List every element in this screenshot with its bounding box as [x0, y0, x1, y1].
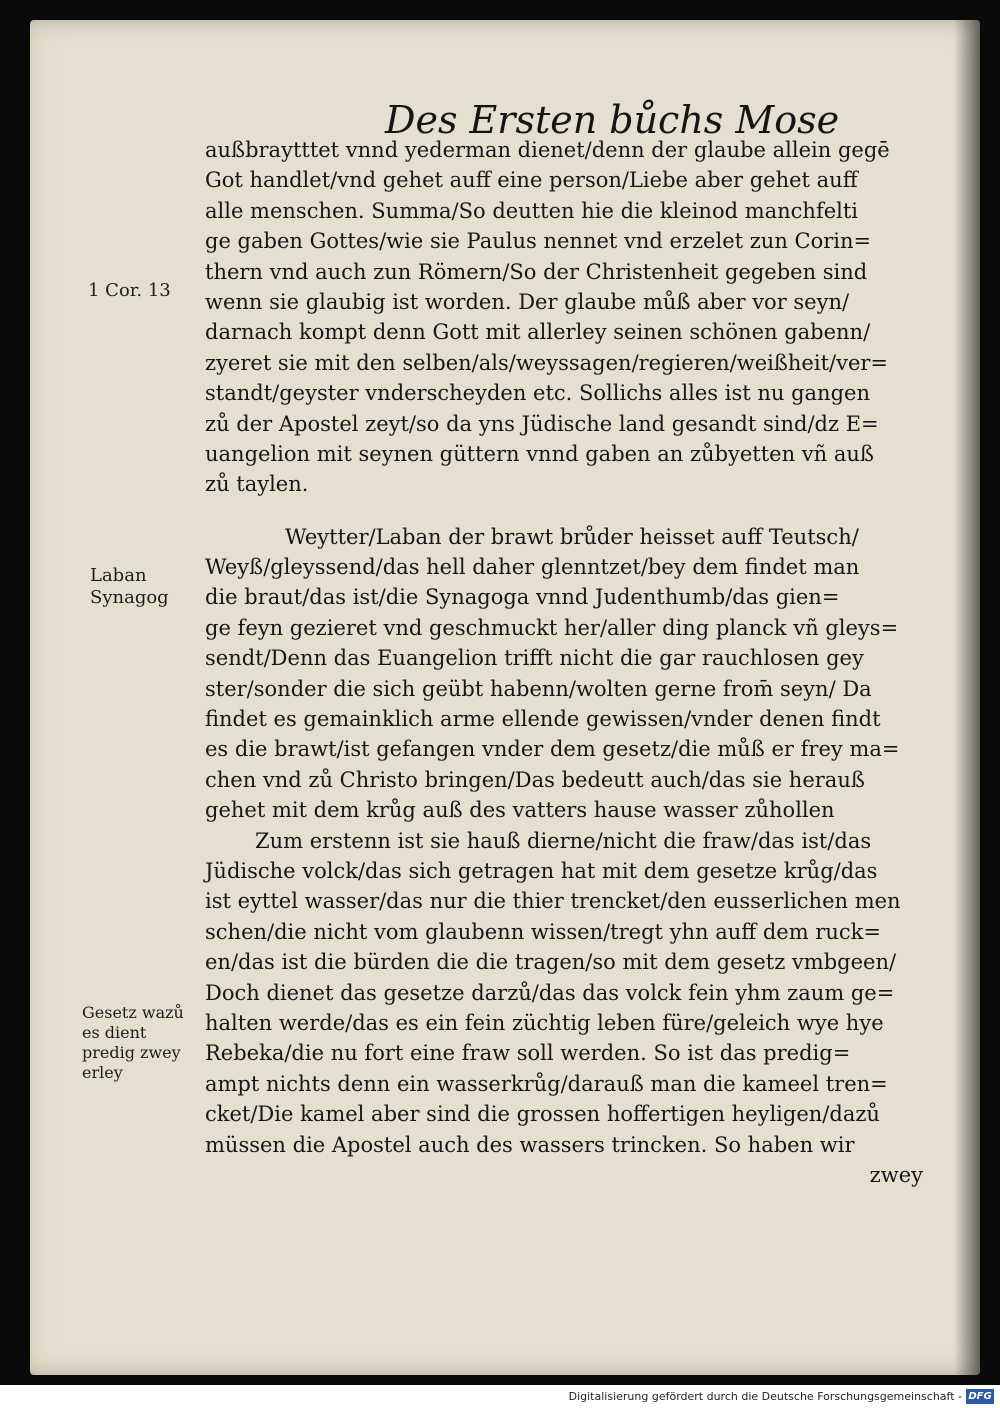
page-spine-shadow — [954, 20, 980, 1375]
body-text — [205, 135, 925, 1190]
text-line: darnach kompt denn Gott mit allerley seinen schönen gabenn/ — [205, 320, 871, 345]
margin-note-line: Synagog — [90, 587, 169, 608]
text-line: zyeret sie mit den selben/als/weyssagen/regieren/weißheit/ver= — [205, 350, 889, 375]
footer-bar — [0, 1388, 1000, 1408]
paragraph-3 — [205, 826, 925, 1160]
text-line: es die brawt/ist gefangen vnder dem gesetz/die můß er frey ma= — [205, 737, 900, 762]
text-line: müssen die Apostel auch des wassers trincken. So haben wir — [205, 1132, 855, 1157]
text-line: sendt/Denn das Euangelion trifft nicht die gar rauchlosen gey — [205, 646, 864, 671]
text-line: die braut/das ist/die Synagoga vnnd Judenthumb/das gien= — [205, 585, 840, 610]
paragraph-2 — [205, 522, 925, 826]
paragraph-gap — [205, 500, 925, 522]
margin-note-line: Laban — [90, 565, 147, 586]
text-line: schen/die nicht vom glaubenn wissen/tregt yhn auff dem ruck= — [205, 919, 881, 944]
text-line: zů taylen. — [205, 472, 309, 497]
text-line: chen vnd zů Christo bringen/Das bedeutt auch/das sie herauß — [205, 767, 865, 792]
text-line: Rebeka/die nu fort eine fraw soll werden. So ist das predig= — [205, 1041, 851, 1066]
text-line: thern vnd auch zun Römern/So der Christenheit gegeben sind — [205, 259, 868, 284]
text-line: Doch dienet das gesetze darzů/das das volck fein yhm zaum ge= — [205, 980, 895, 1005]
margin-note-line: erley — [82, 1063, 123, 1082]
text-line: Zum erstenn ist sie hauß dierne/nicht die fraw/das ist/das — [255, 828, 872, 853]
text-line: Got handlet/vnd gehet auff eine person/Liebe aber gehet auff — [205, 168, 858, 193]
text-line: zů der Apostel zeyt/so da yns Jüdische land gesandt sind/dz E= — [205, 411, 879, 436]
text-line: findet es gemainklich arme ellende gewissen/vnder denen findt — [205, 707, 881, 732]
margin-note-line: es dient — [82, 1023, 147, 1042]
catchword: zwey — [869, 1162, 923, 1187]
text-line: en/das ist die bürden die die tragen/so mit dem gesetz vmbgeen/ — [205, 950, 897, 975]
text-line: Weyß/gleyssend/das hell daher glenntzet/bey dem findet man — [205, 555, 860, 580]
text-line: Weytter/Laban der brawt brůder heisset auff Teutsch/ — [285, 524, 859, 549]
text-line: ist eyttel wasser/das nur die thier trencket/den eusserlichen men — [205, 889, 901, 914]
text-line: halten werde/das es ein fein züchtig leben füre/geleich wye hye — [205, 1010, 884, 1035]
paragraph-1 — [205, 135, 925, 500]
text-line: gehet mit dem krůg auß des vatters hause wasser zůhollen — [205, 798, 835, 823]
text-line: ge feyn gezieret vnd geschmuckt her/aller ding planck vñ gleys= — [205, 615, 899, 640]
text-line: Jüdische volck/das sich getragen hat mit dem gesetze krůg/das — [205, 858, 878, 883]
margin-note-line: Gesetz wazů — [82, 1003, 184, 1022]
running-head: Des Ersten bůchs Mose — [385, 98, 840, 142]
margin-note-line: predig zwey — [82, 1043, 181, 1062]
text-line: wenn sie glaubig ist worden. Der glaube můß aber vor seyn/ — [205, 289, 850, 314]
text-line: standt/geyster vnderscheyden etc. Sollichs alles ist nu gangen — [205, 381, 870, 406]
text-line: alle menschen. Summa/So deutten hie die kleinod manchfelti — [205, 198, 859, 223]
text-line: ampt nichts denn ein wasserkrůg/darauß man die kameel tren= — [205, 1071, 888, 1096]
dfg-logo[interactable]: DFG — [966, 1389, 994, 1404]
text-line: außbraytttet vnnd yederman dienet/denn der glaube allein gegē — [205, 138, 890, 162]
text-line: ge gaben Gottes/wie sie Paulus nennet vnd erzelet zun Corin= — [205, 229, 872, 254]
text-line: cket/Die kamel aber sind die grossen hoffertigen heyligen/dazů — [205, 1102, 880, 1127]
text-line: uangelion mit seynen güttern vnnd gaben an zůbyetten vñ auß — [205, 441, 874, 466]
margin-note-gesetz — [82, 1003, 184, 1083]
text-line: ster/sonder die sich geübt habenn/wolten gerne from̄ seyn/ Da — [205, 676, 872, 701]
margin-note-cor: 1 Cor. 13 — [88, 280, 171, 301]
footer-credit-text: Digitalisierung gefördert durch die Deutsche Forschungsgemeinschaft - — [568, 1390, 962, 1403]
margin-note-laban — [90, 565, 169, 609]
